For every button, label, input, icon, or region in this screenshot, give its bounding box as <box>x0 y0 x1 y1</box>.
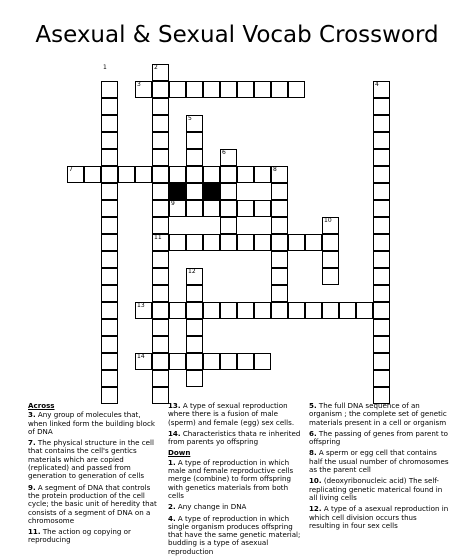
grid-cell[interactable] <box>152 217 169 234</box>
clue-number-1: 1 <box>103 64 107 71</box>
grid-cell[interactable] <box>186 353 203 370</box>
clue-down-10: 10. (deoxyribonucleic acid) The self-replicating genetic materical found in all living cells <box>309 476 443 502</box>
clue-across-3: 3. Any group of molecules that, when linked form the building block of DNA <box>28 410 156 436</box>
grid-cell[interactable] <box>254 234 271 251</box>
clue-number-13: 13 <box>137 302 145 309</box>
grid-cell[interactable] <box>220 183 237 200</box>
grid-cell[interactable] <box>322 234 339 251</box>
grid-cell[interactable] <box>152 268 169 285</box>
grid-cell[interactable] <box>356 302 373 319</box>
grid-cell[interactable] <box>101 98 118 115</box>
grid-cell[interactable] <box>237 302 254 319</box>
grid-cell[interactable] <box>135 166 152 183</box>
grid-cell[interactable] <box>373 302 390 319</box>
grid-cell[interactable] <box>101 251 118 268</box>
grid-cell[interactable] <box>203 81 220 98</box>
grid-cell[interactable] <box>237 234 254 251</box>
grid-cell[interactable] <box>101 166 118 183</box>
grid-cell[interactable] <box>373 370 390 387</box>
grid-cell[interactable] <box>101 183 118 200</box>
clues-col2 <box>168 402 301 559</box>
grid-cell[interactable] <box>186 319 203 336</box>
clue-number-12: 12 <box>188 268 196 275</box>
grid-cell[interactable] <box>237 200 254 217</box>
grid-cell[interactable] <box>169 166 186 183</box>
grid-cell[interactable] <box>152 81 169 98</box>
grid-cell[interactable] <box>237 166 254 183</box>
grid-cell[interactable] <box>373 251 390 268</box>
grid-cell[interactable] <box>101 81 118 98</box>
grid-cell[interactable] <box>271 251 288 268</box>
grid-cell[interactable] <box>101 285 118 302</box>
down-header: Down <box>168 448 191 458</box>
clue-number-9: 9 <box>171 200 175 207</box>
grid-cell[interactable] <box>220 166 237 183</box>
clue-down-1: 1. A type of reproduction in which male and female reproductive cells merge (combine) to form offspring with genetics materials from both cells <box>168 457 294 500</box>
grid-cell[interactable] <box>220 81 237 98</box>
grid-cell[interactable] <box>152 336 169 353</box>
grid-cell[interactable] <box>152 183 169 200</box>
grid-cell[interactable] <box>271 81 288 98</box>
grid-cell[interactable] <box>186 183 203 200</box>
grid-cell[interactable] <box>271 302 288 319</box>
grid-cell[interactable] <box>373 200 390 217</box>
grid-cell[interactable] <box>186 132 203 149</box>
clue-number-3: 3 <box>137 81 141 88</box>
grid-cell[interactable] <box>152 132 169 149</box>
grid-cell[interactable] <box>186 370 203 387</box>
grid-cell[interactable] <box>271 268 288 285</box>
clue-across-14: 14. Characteristics thata re inherited from parents yo offspring <box>168 428 301 447</box>
grid-cell[interactable] <box>237 353 254 370</box>
clue-number-5: 5 <box>188 115 192 122</box>
grid-cell[interactable] <box>203 166 220 183</box>
grid-cell[interactable] <box>101 353 118 370</box>
grid-cell[interactable] <box>305 302 322 319</box>
clue-number-8: 8 <box>273 166 277 173</box>
clue-number-11: 11 <box>154 234 162 241</box>
grid-cell[interactable] <box>271 183 288 200</box>
grid-cell[interactable] <box>271 234 288 251</box>
grid-cell[interactable] <box>254 200 271 217</box>
grid-cell[interactable] <box>152 353 169 370</box>
grid-cell[interactable] <box>322 302 339 319</box>
grid-cell[interactable] <box>254 166 271 183</box>
clue-number-2: 2 <box>154 64 158 71</box>
clue-down-5: 5. The full DNA sequence of an organism ; the complete set of genetic materials present in a cell or organism <box>309 401 447 427</box>
grid-cell[interactable] <box>186 285 203 302</box>
grid-cell[interactable] <box>101 336 118 353</box>
grid-cell[interactable] <box>203 200 220 217</box>
black-square <box>203 183 220 200</box>
clue-across-7: 7. The physical structure in the cell that contains the cell's gentics materials which are copied (replicated) and passed from generation to generation of cells <box>28 438 154 481</box>
across-header: Across <box>28 401 55 410</box>
grid-cell[interactable] <box>288 302 305 319</box>
grid-cell[interactable] <box>186 302 203 319</box>
grid-cell[interactable] <box>101 149 118 166</box>
grid-cell[interactable] <box>152 166 169 183</box>
grid-cell[interactable] <box>373 98 390 115</box>
grid-cell[interactable] <box>373 234 390 251</box>
grid-cell[interactable] <box>373 353 390 370</box>
clue-number-10: 10 <box>324 217 332 224</box>
black-square <box>169 183 186 200</box>
grid-cell[interactable] <box>186 336 203 353</box>
grid-cell[interactable] <box>101 200 118 217</box>
grid-cell[interactable] <box>373 115 390 132</box>
grid-cell[interactable] <box>373 166 390 183</box>
grid-cell[interactable] <box>203 302 220 319</box>
grid-cell[interactable] <box>271 285 288 302</box>
clue-down-4: 4. A type of reproduction in which single organism produces offspring that have the same genetic material; budding is a type of asexual reproduction <box>168 513 301 556</box>
grid-cell[interactable] <box>152 200 169 217</box>
clues-across-col1 <box>28 402 158 548</box>
clue-down-6: 6. The passing of genes from parent to offspring <box>309 428 448 447</box>
grid-cell[interactable] <box>220 217 237 234</box>
grid-cell[interactable] <box>186 81 203 98</box>
grid-cell[interactable] <box>373 149 390 166</box>
grid-cell[interactable] <box>203 353 220 370</box>
grid-cell[interactable] <box>305 234 322 251</box>
grid-cell[interactable] <box>169 81 186 98</box>
grid-cell[interactable] <box>271 217 288 234</box>
grid-cell[interactable] <box>322 268 339 285</box>
grid-cell[interactable] <box>373 336 390 353</box>
grid-cell[interactable] <box>288 81 305 98</box>
grid-cell[interactable] <box>186 234 203 251</box>
grid-cell[interactable] <box>169 234 186 251</box>
grid-cell[interactable] <box>373 285 390 302</box>
clue-across-11: 11. The action og copying or reproducing <box>28 527 131 545</box>
grid-cell[interactable] <box>152 251 169 268</box>
grid-cell[interactable] <box>254 302 271 319</box>
grid-cell[interactable] <box>152 370 169 387</box>
grid-cell[interactable] <box>220 200 237 217</box>
grid-cell[interactable] <box>254 353 271 370</box>
clue-across-13: 13. A type of sexual reproduction where there is a fusion of male (sperm) and female (egg) sex cells. <box>168 401 295 427</box>
page-title: Asexual & Sexual Vocab Crossword <box>35 22 439 48</box>
grid-cell[interactable] <box>271 200 288 217</box>
clue-down-8: 8. A sperm or egg cell that contains half the usual number of chromosomes as the parent cell <box>309 448 449 475</box>
clue-down-2: 2. Any change in DNA <box>168 502 247 512</box>
grid-cell[interactable] <box>101 234 118 251</box>
clue-down-12: 12. A type of a asexual reproduction in which cell division occurs thus resulting in four sex cells <box>309 504 449 530</box>
grid-cell[interactable] <box>101 268 118 285</box>
grid-cell[interactable] <box>152 98 169 115</box>
grid-cell[interactable] <box>101 370 118 387</box>
grid-cell[interactable] <box>373 217 390 234</box>
grid-cell[interactable] <box>101 217 118 234</box>
grid-cell[interactable] <box>373 268 390 285</box>
clue-number-14: 14 <box>137 353 145 360</box>
grid-cell[interactable] <box>288 234 305 251</box>
grid-cell[interactable] <box>373 319 390 336</box>
grid-cell[interactable] <box>118 166 135 183</box>
grid-cell[interactable] <box>373 183 390 200</box>
grid-cell[interactable] <box>237 81 254 98</box>
grid-cell[interactable] <box>152 115 169 132</box>
grid-cell[interactable] <box>101 302 118 319</box>
clue-across-9: 9. A segment of DNA that controls the protein production of the cell cycle; the basic unit of heredity that consists of a segment of DNA on a chromosome <box>28 482 157 525</box>
grid-cell[interactable] <box>169 302 186 319</box>
grid-cell[interactable] <box>186 200 203 217</box>
grid-cell[interactable] <box>101 319 118 336</box>
clue-number-6: 6 <box>222 149 226 156</box>
grid-cell[interactable] <box>373 132 390 149</box>
clues-col3 <box>309 402 449 533</box>
grid-cell[interactable] <box>220 353 237 370</box>
grid-cell[interactable] <box>220 302 237 319</box>
clue-number-7: 7 <box>69 166 73 173</box>
grid-cell[interactable] <box>254 81 271 98</box>
grid-cell[interactable] <box>84 166 101 183</box>
grid-cell[interactable] <box>220 234 237 251</box>
grid-cell[interactable] <box>169 353 186 370</box>
grid-cell[interactable] <box>186 149 203 166</box>
grid-cell[interactable] <box>152 319 169 336</box>
grid-cell[interactable] <box>203 234 220 251</box>
grid-cell[interactable] <box>101 115 118 132</box>
grid-cell[interactable] <box>322 251 339 268</box>
grid-cell[interactable] <box>186 166 203 183</box>
grid-cell[interactable] <box>152 149 169 166</box>
grid-cell[interactable] <box>152 285 169 302</box>
grid-cell[interactable] <box>152 302 169 319</box>
grid-cell[interactable] <box>339 302 356 319</box>
clue-number-4: 4 <box>375 81 379 88</box>
grid-cell[interactable] <box>101 132 118 149</box>
